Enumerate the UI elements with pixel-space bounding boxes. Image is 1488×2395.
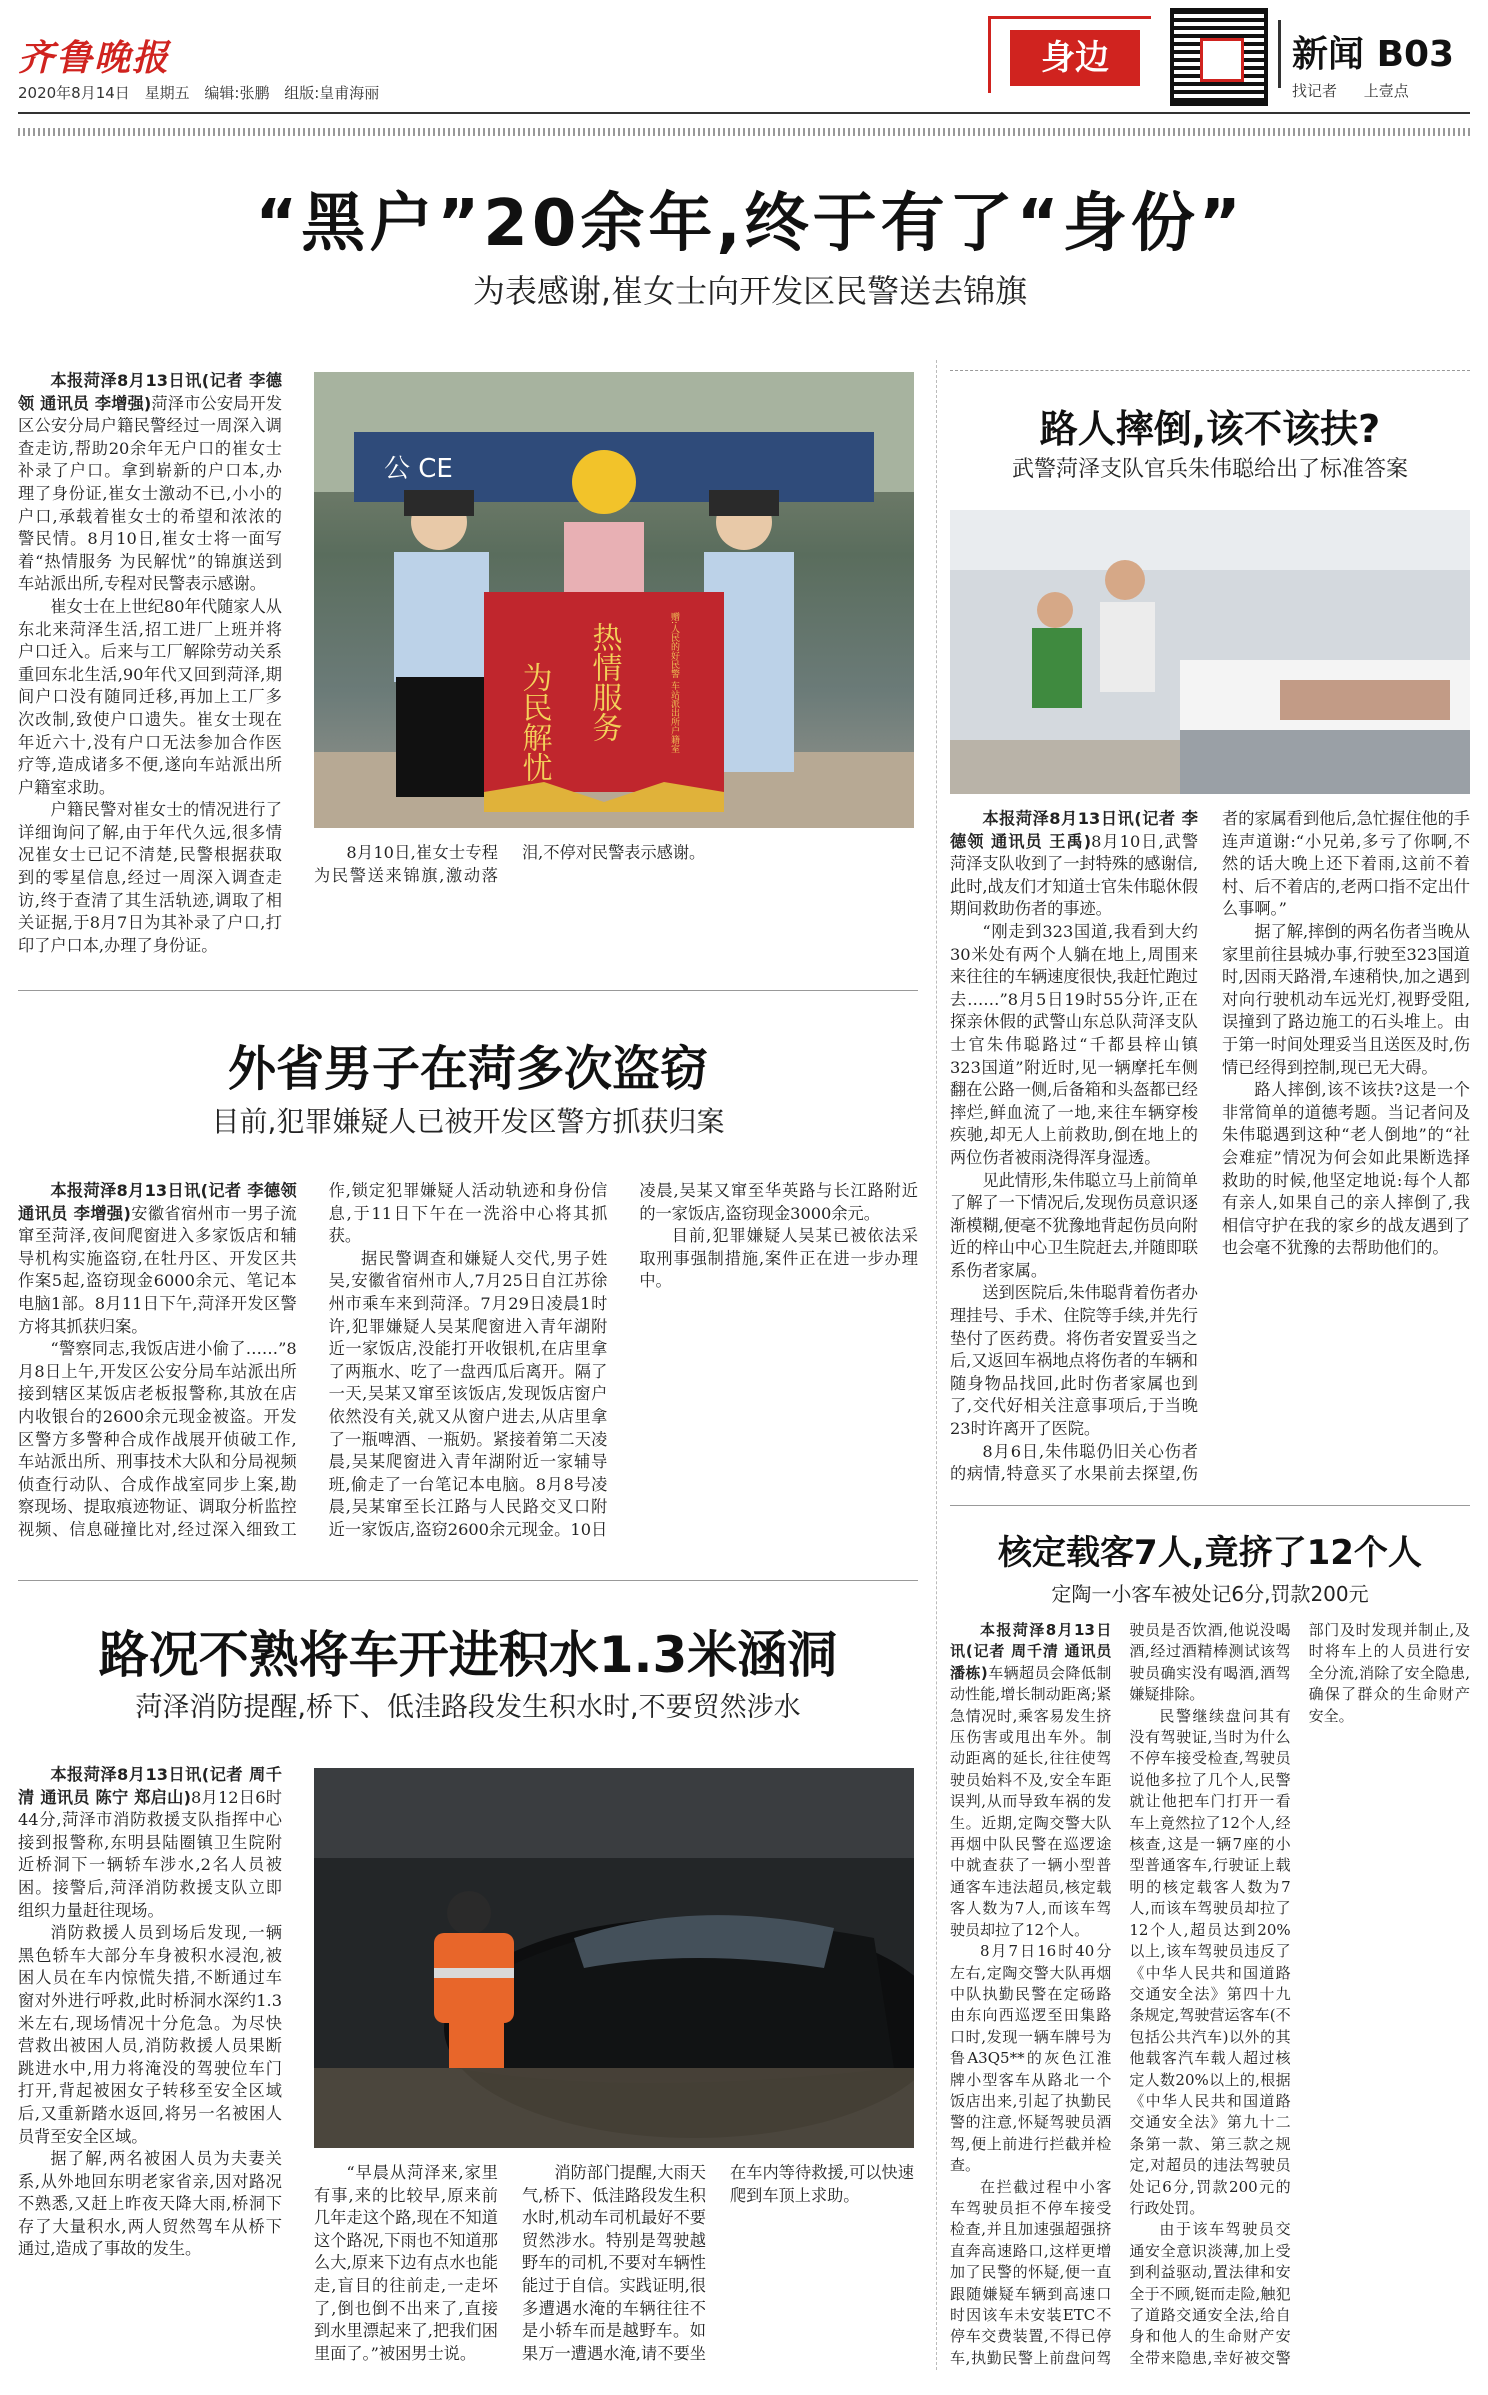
- article4-p3: 见此情形,朱伟聪立马上前简单了解了一下情况后,发现伤员意识逐渐模糊,便毫不犹豫地背起伤员向附近的梓山中心卫生院赶去,并随即联系伤者家属。: [950, 1170, 1198, 1280]
- article3-p4: “早晨从菏泽来,家里有事,来的比较早,原来前几年走这个路,现在不知道这个路况,下雨也不知道那么大,原来下边有点水也能走,盲目的往前走,一走坏了,倒也倒不出来了,直接到水里漂起来了,把我们困里面了。”被困男士说。: [314, 2163, 498, 2363]
- article4-p1: 8月10日,武警菏泽支队收到了一封特殊的感谢信,此时,战友们才知道士官朱伟聪休假期间救助伤者的事迹。: [950, 831, 1199, 919]
- article3-col-bottom: [314, 2162, 914, 2372]
- section-title: [1292, 26, 1454, 77]
- article2-p2: “警察同志,我饭店进小偷了……”8月8日上午,开发区公安分局车站派出所接到辖区某饭店老板报警称,其放在店内收银台的2600余元现金被盗。开发区警方多警种合成作战展开侦破工作,车站派出所、刑事技术大队和分局视频侦查行动队、合成作战室同步上案,勘察现场、提取痕迹物证、调取分析监控视频、信息碰撞比对,经过深入细致工作,锁定犯罪嫌疑人活动轨迹和身份信息,于11日下午在一洗浴中心将其抓获。: [18, 1181, 608, 1539]
- page-number: B03: [1376, 34, 1455, 75]
- article1-photo: [314, 372, 914, 828]
- article5-p5: 由于该车驾驶员交通安全意识淡薄,加上受到利益驱动,置法律和安全于不顾,铤而走险,触犯了道路交通安全法,给自身和他人的生命财产安全带来隐患,幸好被交警部门及时发现并制止,及时将车上的人员进行安全分流,消除了安全隐患,确保了群众的生命财产安全。: [1129, 1621, 1470, 2367]
- section-slogan: [1292, 80, 1409, 101]
- article4-p6: 据了解,摔倒的两名伤者当晚从家里前往县城办事,行驶至323国道时,因雨天路滑,车速稍快,加之遇到对向行驶机动车远光灯,视野受阻,误撞到了路边施工的石头堆上。由于第一时间处理妥当且送医及时,伤情已经得到控制,现已无大碍。: [1222, 921, 1470, 1077]
- article4-title: 路人摔倒,该不该扶?: [1039, 407, 1381, 451]
- article1-p1: 菏泽市公安局开发区公安分局户籍民警经过一周深入调查走访,帮助20余年无户口的崔女士补录了户口。拿到崭新的户口本,办理了身份证,崔女士激动不已,小小的户口,承载着崔女士的希望和浓浓的警民情。8月10日,崔女士将一面写着“热情服务 为民解忧”的锦旗送到车站派出所,专程对民警表示感谢。: [18, 393, 283, 594]
- article2-p4: 目前,犯罪嫌疑人吴某已被依法采取刑事强制措施,案件正在进一步办理中。: [639, 1226, 918, 1291]
- article4-p2: “刚走到323国道,我看到大约30米处有两个人躺在地上,周围来来往往的车辆速度很快,我赶忙跑过去……”8月5日19时55分许,正在探亲休假的武警山东总队菏泽支队士官朱伟聪路过“千都县梓山镇323国道”附近时,见一辆摩托车侧翻在公路一侧,后备箱和头盔都已经摔烂,鲜血流了一地,来往车辆穿梭疾驰,却无人上前救助,倒在地上的两位伤者被雨浇得浑身湿透。: [950, 921, 1198, 1167]
- article1-p3: 户籍民警对崔女士的情况进行了详细询问了解,由于年代久远,很多情况崔女士已记不清楚,民警根据获取到的零星信息,经过一周深入调查走访,终于查清了其生活轨迹,调取了相关证据,于8月7日为其补录了户口,打印了户口本,办理了身份证。: [18, 800, 282, 955]
- issue-weekday: 星期五: [144, 84, 190, 102]
- wall-sign-text: 公 CE: [384, 454, 453, 484]
- article1-title: “黑户”20余年,终于有了“身份”: [255, 187, 1245, 261]
- article4-photo-art: [950, 510, 1470, 794]
- article4-subtitle: 武警菏泽支队官兵朱伟聪给出了标准答案: [1011, 457, 1408, 482]
- article5-title: 核定载客7人,竟挤了12个人: [998, 1533, 1422, 1573]
- banner-left-text: 为民解忧: [516, 662, 552, 782]
- article3-p5: 消防部门提醒,大雨天气,桥下、低洼路段发生积水时,机动车司机最好不要贸然涉水。特别是驾驶越野车的司机,不要对车辆性能过于自信。实践证明,很多遭遇水淹的车辆往往不是小轿车而是越野车。如果万一遭遇水淹,请不要坐在车内等待救援,可以快速爬到车顶上求助。: [522, 2163, 914, 2363]
- header-divider: [1278, 20, 1281, 88]
- article4-byline: 本报菏泽8月13日讯(记者 李德领 通讯员 王禹): [950, 809, 1198, 851]
- masthead-logo: 齐鲁晚报: [18, 37, 171, 79]
- article2-subtitle: 目前,犯罪嫌疑人已被开发区警方抓获归案: [211, 1105, 725, 1138]
- article1-col-bottom: [314, 842, 914, 887]
- article3-photo-art: [314, 1768, 914, 2148]
- divider-a2: [18, 990, 918, 991]
- slogan-left: 找记者: [1292, 82, 1338, 100]
- article3-p2: 消防救援人员到场后发现,一辆黑色轿车大部分车身被积水浸泡,被困人员在车内惊慌失措,不断通过车窗对外进行呼救,此时桥洞水深约1.3米左右,现场情况十分危急。为尽快营救出被困人员,消防救援人员果断跳进水中,用力将淹没的驾驶位车门打开,背起被困女子转移至安全区域后,又重新踏水返回,将另一名被困人员背至安全区域。: [18, 1923, 282, 2146]
- article3-p1: 8月12日6时44分,菏泽市消防救援支队指挥中心接到报警称,东明县陆圈镇卫生院附近桥洞下一辆轿车涉水,2名人员被困。接警后,菏泽消防救援支队立即组织力量赶往现场。: [18, 1787, 282, 1920]
- article2-p1: 安徽省宿州市一男子流窜至菏泽,夜间爬窗进入多家饭店和辅导机构实施盗窃,在牡丹区、开发区共作案5起,盗窃现金6000余元、笔记本电脑1部。8月11日下午,菏泽开发区警方将其抓获归案。: [18, 1203, 297, 1336]
- article5-p2: 8月7日16时40分左右,定陶交警大队再烟中队执勤民警在定砀路由东向西巡逻至田集路口时,发现一辆车牌号为鲁A3Q5**的灰色江淮牌小型客车从路北一个饭店出来,引起了执勤民警的注意,怀疑驾驶员酒驾,便上前进行拦截并检查。: [950, 1942, 1112, 2175]
- article4-photo: [950, 510, 1470, 794]
- article3-title: 路况不熟将车开进积水1.3米涵洞: [98, 1626, 838, 1684]
- article5-p3: 在拦截过程中小客车驾驶员拒不停车接受检查,并且加速强超强挤直奔高速路口,这样更增加了民警的怀疑,便一直跟随嫌疑车辆到高速口时因该车未安装ETC不停车交费装置,不得已停车,执勤民警上前盘问驾驶员是否饮酒,他说没喝酒,经过酒精棒测试该驾驶员确实没有喝酒,酒驾嫌疑排除。: [950, 1621, 1291, 2367]
- article3-subtitle: 菏泽消防提醒,桥下、低洼路段发生积水时,不要贸然涉水: [135, 1692, 801, 1723]
- article3-photo: [314, 1768, 914, 2148]
- section-name: 新闻: [1292, 34, 1365, 75]
- article4-p5: 8月6日,朱伟聪仍旧关心伤者的病情,特意买了水果前去探望,伤者的家属看到他后,急忙握住他的手连声道谢:“小兄弟,多亏了你啊,不然的话大晚上还下着雨,这前不着村、后不着店的,老两口指不定出什么事啊。”: [950, 809, 1470, 1484]
- slogan-right: 上壹点: [1363, 82, 1409, 100]
- header-rule: [18, 112, 1470, 114]
- divider-a4: [950, 370, 1470, 371]
- article5-subtitle: 定陶一小客车被处记6分,罚款200元: [1051, 1582, 1369, 1606]
- banner-right-text: 热情服务: [586, 622, 622, 742]
- divider-a5: [950, 1505, 1470, 1506]
- article1-col1: [18, 370, 282, 957]
- article4-p7: 路人摔倒,该不该扶?这是一个非常简单的道德考题。当记者问及朱伟聪遇到这种“老人倒地”的“社会难症”情况为何会如此果断选择救助的时候,他坚定地说:每个人都有亲人,如果自己的亲人摔倒了,我相信守护在我的家乡的战友遇到了也会毫不犹豫的去帮助他们的。: [1222, 1080, 1470, 1258]
- article1-p4: 8月10日,崔女士专程为民警送来锦旗,激动落泪,不停对民警表示感谢。: [314, 843, 706, 885]
- article5-byline: 本报菏泽8月13日讯(记者 周千清 通讯员 潘栋): [950, 1621, 1112, 1682]
- article2-title: 外省男子在菏多次盗窃: [227, 1041, 708, 1097]
- article3-col1: [18, 1764, 282, 2374]
- article5-p1: 车辆超员会降低制动性能,增长制动距离;紧急情况时,乘客易发生挤压伤害或甩出车外。制动距离的延长,往往使驾驶员始料不及,安全车距误判,从而导致车祸的发生。近期,定陶交警大队再烟中队民警在巡逻途中就查获了一辆小型普通客车违法超员,核定载客人数为7人,而该车驾驶员却拉了12个人。: [950, 1663, 1112, 1939]
- article3-p3: 据了解,两名被困人员为夫妻关系,从外地回东明老家省亲,因对路况不熟悉,又赶上昨夜天降大雨,桥洞下存了大量积水,两人贸然驾车从桥下通过,造成了事故的发生。: [18, 2149, 282, 2259]
- article4-body: [950, 808, 1470, 1488]
- designer-credit: 组版:皇甫海丽: [284, 84, 380, 102]
- article1-byline: 本报菏泽8月13日讯(记者 李德领 通讯员 李增强): [18, 371, 282, 413]
- article1-subtitle: 为表感谢,崔女士向开发区民警送去锦旗: [472, 272, 1028, 310]
- header-dotted-band: [18, 128, 1470, 136]
- article2-byline: 本报菏泽8月13日讯(记者 李德领 通讯员 李增强): [18, 1181, 297, 1223]
- issue-date: 2020年8月14日: [18, 84, 130, 102]
- article2-body: [18, 1180, 918, 1560]
- issue-meta: [18, 82, 379, 103]
- banner-side-text: 赠:人民的好民警 车站派出所户籍室: [669, 612, 679, 753]
- article2-p3: 据民警调查和嫌疑人交代,男子姓吴,安徽省宿州市人,7月25日自江苏徐州市乘车来到菏泽。7月29日凌晨1时许,犯罪嫌疑人吴某爬窗进入青年湖附近一家饭店,没能打开收银机,在店里拿了两瓶水、吃了一盘西瓜后离开。隔了一天,吴某又窜至该饭店,发现饭店窗户依然没有关,就又从窗户进去,从店里拿了一瓶啤酒、一瓶奶。紧接着第二天凌晨,吴某爬窗进入青年湖附近一家辅导班,偷走了一台笔记本电脑。8月8号凌晨,吴某窜至长江路与人民路交叉口附近一家饭店,盗窃2600余元现金。10日凌晨,吴某又窜至华英路与长江路附近的一家饭店,盗窃现金3000余元。: [328, 1181, 918, 1539]
- article3-byline: 本报菏泽8月13日讯(记者 周千清 通讯员 陈宁 郑启山): [18, 1765, 282, 1807]
- qr-code-icon[interactable]: [1170, 8, 1268, 106]
- divider-a3: [18, 1580, 918, 1581]
- article1-p2: 崔女士在上世纪80年代随家人从东北来菏泽生活,招工进厂上班并将户口迁入。后来与工厂解除劳动关系重回东北生活,90年代又回到菏泽,期间户口没有随同迁移,再加上工厂多次改制,致使户口遗失。崔女士现在年近六十,没有户口无法参加合作医疗等,造成诸多不便,遂向车站派出所户籍室求助。: [18, 596, 282, 797]
- column-divider: [936, 360, 937, 2370]
- editor-credit: 编辑:张鹏: [204, 84, 270, 102]
- article5-body: [950, 1620, 1470, 2375]
- article5-p4: 民警继续盘问其有没有驾驶证,当时为什么不停车接受检查,驾驶员说他多拉了几个人,民警就让他把车门打开一看车上竟然拉了12个人,经核查,这是一辆7座的小型普通客车,行驶证上载明的核定载客人数为7人,而该车驾驶员却拉了12个人,超员达到20%以上,该车驾驶员违反了《中华人民共和国道路交通安全法》第四十九条规定,驾驶营运客车(不包括公共汽车)以外的其他载客汽车载人超过核定人数20%以上的,根据《中华人民共和国道路交通安全法》第九十二条第一款、第三款之规定,对超员的违法驾驶员处记6分,罚款200元的行政处罚。: [1129, 1706, 1291, 2217]
- article4-p4: 送到医院后,朱伟聪背着伤者办理挂号、手术、住院等手续,并先行垫付了医药费。将伤者安置妥当之后,又返回车祸地点将伤者的车辆和随身物品找回,此时伤者家属也到了,交代好相关注意事项后,于当晚23时许离开了医院。: [950, 1283, 1198, 1439]
- section-tag: 身边: [1010, 30, 1140, 86]
- article1-photo-art: [314, 372, 914, 828]
